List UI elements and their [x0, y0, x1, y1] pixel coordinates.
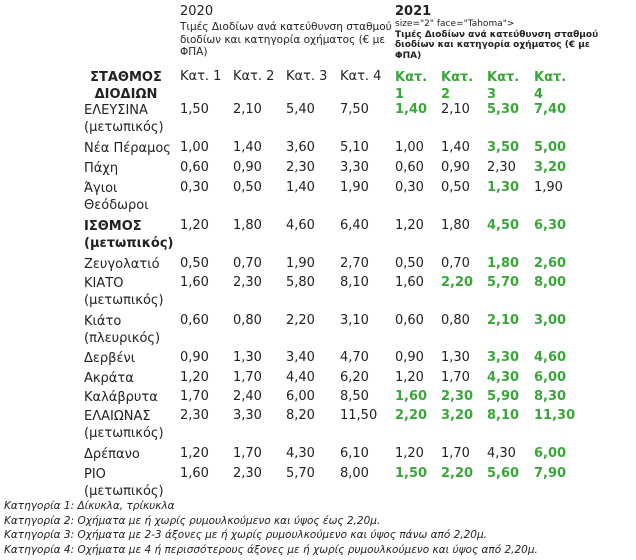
- price-2020-cell: 1,30: [233, 350, 262, 365]
- price-2021-cell: 1,70: [441, 446, 470, 461]
- cat-header-2021-line: 2: [441, 87, 451, 102]
- price-2020-cell: 1,60: [180, 275, 209, 290]
- station-name: [84, 350, 135, 367]
- price-2021-cell: 1,00: [395, 140, 424, 155]
- description-2020-line: διοδίων και κατηγορία οχήματος (€ με: [180, 33, 386, 46]
- station-name-line: (μετωπικός): [84, 484, 164, 499]
- station-name-line: Θεόδωροι: [84, 198, 149, 213]
- cat-header-2021-line: 1: [395, 87, 405, 102]
- year-2020-heading: 2020: [180, 4, 214, 19]
- price-2020-cell: 1,70: [180, 389, 209, 404]
- price-2021-cell: 2,10: [441, 102, 470, 117]
- category-notes: [4, 499, 538, 557]
- price-2021-cell: 5,60: [487, 466, 520, 481]
- price-2020-cell: 1,90: [340, 180, 369, 195]
- year-2021-heading: 2021: [395, 4, 432, 19]
- price-2021-cell: 5,30: [487, 102, 520, 117]
- price-2020-cell: 11,50: [340, 408, 378, 423]
- price-2021-cell: 1,40: [441, 140, 470, 155]
- station-name: [84, 140, 171, 157]
- cat-header-2021-line: Κατ.: [487, 70, 520, 85]
- price-2021-cell: 1,40: [395, 102, 428, 117]
- price-2021-cell: 11,30: [534, 408, 576, 423]
- price-2020-cell: 1,50: [180, 102, 209, 117]
- price-2020-cell: 1,20: [180, 218, 209, 233]
- price-2021-cell: 1,80: [487, 256, 520, 271]
- price-2021-cell: 1,70: [441, 370, 470, 385]
- description-2020-line: Τιμές Διοδίων ανά κατεύθυνση σταθμού: [180, 21, 392, 33]
- station-name-line: Ακράτα: [84, 371, 134, 386]
- price-2020-cell: 0,60: [180, 160, 209, 175]
- price-2020-cell: 8,00: [340, 466, 369, 481]
- station-name-line: ΚΙΑΤΟ: [84, 276, 124, 291]
- price-2021-cell: 0,70: [441, 256, 470, 271]
- price-2021-cell: 2,30: [441, 389, 474, 404]
- price-2021-cell: 2,30: [487, 160, 516, 175]
- price-2020-cell: 1,20: [180, 446, 209, 461]
- price-2020-cell: 0,90: [233, 160, 262, 175]
- price-2020-cell: 5,40: [286, 102, 315, 117]
- station-name-line: (μετωπικός): [84, 120, 164, 135]
- price-2020-cell: 1,70: [233, 370, 262, 385]
- price-2021-cell: 3,30: [487, 350, 520, 365]
- price-2021-cell: 4,30: [487, 370, 520, 385]
- category-note: Κατηγορία 1: Δίκυκλα, τρίκυκλα: [4, 500, 175, 512]
- price-2020-cell: 0,30: [180, 180, 209, 195]
- cat-header-2020: Κατ. 2: [233, 69, 275, 84]
- price-2021-cell: 1,20: [395, 218, 424, 233]
- price-2020-cell: 1,40: [233, 140, 262, 155]
- price-2021-cell: 0,50: [395, 256, 424, 271]
- station-name-line: Άγιοι: [84, 181, 118, 196]
- price-2021-cell: 8,00: [534, 275, 567, 290]
- category-note: Κατηγορία 4: Οχήματα με 4 ή περισσότερους άξονες με ή χωρίς ρυμουλκούμενο και ύψος από 2,20μ.: [4, 543, 538, 556]
- price-2021-cell: 1,30: [441, 350, 470, 365]
- price-2020-cell: 4,40: [286, 370, 315, 385]
- station-name: [84, 408, 164, 442]
- price-2021-cell: 5,00: [534, 140, 567, 155]
- price-2020-cell: 8,10: [340, 275, 369, 290]
- price-2021-cell: 8,30: [534, 389, 567, 404]
- station-name-line: Πάχη: [84, 161, 119, 176]
- price-2021-cell: 3,50: [487, 140, 520, 155]
- cat-header-2021-line: 4: [534, 87, 544, 102]
- price-2020-cell: 1,20: [180, 370, 209, 385]
- price-2020-cell: 2,70: [340, 256, 369, 271]
- price-2021-cell: 0,90: [395, 350, 424, 365]
- price-2020-cell: 4,70: [340, 350, 369, 365]
- price-2020-cell: 3,30: [340, 160, 369, 175]
- price-2020-cell: 6,00: [286, 389, 315, 404]
- station-name: [84, 180, 149, 214]
- station-name-line: Καλάβρυτα: [84, 390, 158, 405]
- price-2020-cell: 0,80: [233, 313, 262, 328]
- price-2020-cell: 6,20: [340, 370, 369, 385]
- price-2021-cell: 0,50: [441, 180, 470, 195]
- cat-header-2020: Κατ. 3: [286, 69, 328, 84]
- station-name-line: ΙΣΘΜΟΣ: [84, 219, 142, 234]
- price-2021-cell: 1,60: [395, 389, 428, 404]
- price-2021-cell: 4,60: [534, 350, 567, 365]
- station-name: [84, 313, 160, 347]
- station-name: [84, 102, 164, 136]
- price-2021-cell: 0,30: [395, 180, 424, 195]
- station-name: [84, 256, 160, 273]
- station-name-line: ΕΛΕΥΣΙΝΑ: [84, 103, 148, 118]
- price-2021-cell: 1,50: [395, 466, 428, 481]
- station-name: [84, 466, 164, 500]
- price-2020-cell: 3,10: [340, 313, 369, 328]
- price-2021-cell: 1,60: [395, 275, 424, 290]
- price-2020-cell: 4,30: [286, 446, 315, 461]
- cat-header-2021: [441, 69, 473, 103]
- cat-header-2021: [395, 69, 427, 103]
- station-name-line: (μετωπικός): [84, 426, 164, 441]
- price-2020-cell: 6,40: [340, 218, 369, 233]
- station-name-line: (μετωπικός): [84, 236, 174, 251]
- price-2020-cell: 3,40: [286, 350, 315, 365]
- price-2020-cell: 2,30: [180, 408, 209, 423]
- price-2020-cell: 0,90: [180, 350, 209, 365]
- price-2021-cell: 7,90: [534, 466, 567, 481]
- price-2021-cell: 2,20: [441, 275, 474, 290]
- price-2020-cell: 2,20: [286, 313, 315, 328]
- description-2020: [180, 21, 392, 59]
- price-2020-cell: 1,80: [233, 218, 262, 233]
- price-2021-cell: 1,30: [487, 180, 520, 195]
- category-note: Κατηγορία 3: Οχήματα με 2-3 άξονες με ή χωρίς ρυμουλκούμενο και ύψος πάνω από 2,20μ.: [4, 529, 487, 541]
- station-name: [84, 389, 158, 406]
- price-2020-cell: 0,70: [233, 256, 262, 271]
- price-2021-cell: 3,00: [534, 313, 567, 328]
- cat-header-2021: [534, 69, 566, 103]
- price-2020-cell: 2,10: [233, 102, 262, 117]
- price-2020-cell: 7,50: [340, 102, 369, 117]
- price-2021-cell: 2,60: [534, 256, 567, 271]
- category-note: Κατηγορία 2: Οχήματα με ή χωρίς ρυμουλκούμενο και ύψος έως 2,20μ.: [4, 514, 381, 527]
- station-name: [84, 218, 174, 252]
- price-2020-cell: 5,10: [340, 140, 369, 155]
- price-2020-cell: 2,30: [286, 160, 315, 175]
- station-name-line: Κιάτο: [84, 314, 122, 329]
- price-2020-cell: 8,20: [286, 408, 315, 423]
- price-2021-cell: 0,60: [395, 313, 424, 328]
- price-2020-cell: 3,60: [286, 140, 315, 155]
- price-2020-cell: 2,30: [233, 275, 262, 290]
- station-name-line: Ζευγολατιό: [84, 257, 160, 272]
- station-name: [84, 370, 134, 387]
- price-2021-cell: 3,20: [441, 408, 474, 423]
- price-2021-cell: 5,70: [487, 275, 520, 290]
- price-2021-cell: 4,30: [487, 446, 516, 461]
- price-2021-cell: 8,10: [487, 408, 520, 423]
- price-2021-cell: 2,20: [395, 408, 428, 423]
- station-name-line: Νέα Πέραμος: [84, 141, 171, 156]
- station-column-header: [86, 69, 166, 103]
- description-2021-line: ΦΠΑ): [395, 50, 422, 61]
- cat-header-2021-line: 3: [487, 87, 497, 102]
- price-2021-cell: 1,80: [441, 218, 470, 233]
- price-2021-cell: 2,20: [441, 466, 474, 481]
- price-2021-cell: 6,00: [534, 446, 567, 461]
- station-name: [84, 446, 140, 463]
- description-2021: [395, 19, 598, 61]
- description-2021-markup-line: size="2" face="Tahoma">: [395, 19, 515, 29]
- station-name-line: Δερβένι: [84, 351, 136, 366]
- price-2021-cell: 1,90: [534, 180, 563, 195]
- cat-header-2021: [487, 69, 519, 103]
- price-2021-cell: 4,50: [487, 218, 520, 233]
- description-2021-line: διοδίων και κατηγορία οχήματος (€ με: [395, 40, 590, 50]
- price-2020-cell: 1,70: [233, 446, 262, 461]
- cat-header-2021-line: Κατ.: [395, 70, 428, 85]
- station-name-line: Δρέπανο: [84, 447, 140, 462]
- price-2021-cell: 6,00: [534, 370, 567, 385]
- cat-header-2020: Κατ. 1: [180, 69, 222, 84]
- price-2020-cell: 1,00: [180, 140, 209, 155]
- price-2021-cell: 0,80: [441, 313, 470, 328]
- station-name-line: (πλευρικός): [84, 331, 161, 346]
- station-name-line: ΡΙΟ: [84, 467, 106, 482]
- cat-header-2021-line: Κατ.: [441, 70, 474, 85]
- price-2021-cell: 1,20: [395, 370, 424, 385]
- station-name: [84, 275, 164, 309]
- price-2020-cell: 5,80: [286, 275, 315, 290]
- price-2021-cell: 7,40: [534, 102, 567, 117]
- station-name-line: (μετωπικός): [84, 293, 164, 308]
- price-2020-cell: 1,90: [286, 256, 315, 271]
- price-2020-cell: 2,30: [233, 466, 262, 481]
- price-2020-cell: 0,50: [180, 256, 209, 271]
- price-2020-cell: 3,30: [233, 408, 262, 423]
- station-header-line: ΔΙΟΔΙΩΝ: [94, 87, 158, 102]
- price-2020-cell: 1,60: [180, 466, 209, 481]
- price-2020-cell: 0,60: [180, 313, 209, 328]
- price-2020-cell: 8,50: [340, 389, 369, 404]
- price-2021-cell: 0,90: [441, 160, 470, 175]
- station-name-line: ΕΛΑΙΩΝΑΣ: [84, 409, 151, 424]
- price-2021-cell: 3,20: [534, 160, 567, 175]
- station-name: [84, 160, 118, 177]
- price-2021-cell: 2,10: [487, 313, 520, 328]
- cat-header-2021-line: Κατ.: [534, 70, 567, 85]
- price-2021-cell: 0,60: [395, 160, 424, 175]
- price-2021-cell: 6,30: [534, 218, 567, 233]
- price-2021-cell: 5,90: [487, 389, 520, 404]
- price-2020-cell: 4,60: [286, 218, 315, 233]
- description-2021-line: Τιμές Διοδίων ανά κατεύθυνση σταθμού: [395, 29, 599, 40]
- price-2020-cell: 5,70: [286, 466, 315, 481]
- price-2020-cell: 1,40: [286, 180, 315, 195]
- price-2021-cell: 1,20: [395, 446, 424, 461]
- price-2020-cell: 0,50: [233, 180, 262, 195]
- cat-header-2020: Κατ. 4: [340, 69, 382, 84]
- price-2020-cell: 2,40: [233, 389, 262, 404]
- station-header-line: ΣΤΑΘΜΟΣ: [90, 70, 162, 85]
- price-2020-cell: 6,10: [340, 446, 369, 461]
- description-2020-line: ΦΠΑ): [180, 46, 208, 58]
